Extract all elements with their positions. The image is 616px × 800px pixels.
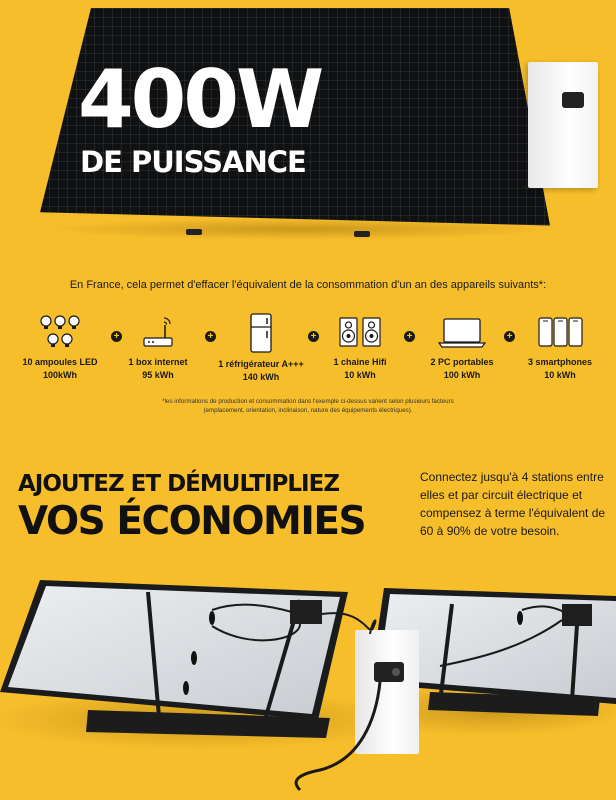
headline-power: 400W: [78, 53, 322, 146]
panel-foot: [186, 229, 202, 235]
solar-stations-image: [0, 570, 616, 800]
appliance-label: 3 smartphones: [527, 357, 593, 367]
panel-foot: [354, 231, 370, 237]
footnote: [60, 397, 556, 415]
appliance-label: 10 ampoules LED: [22, 357, 98, 367]
inverter-box: [528, 62, 598, 188]
appliance-label: 1 réfrigérateur A+++: [218, 359, 304, 369]
plus-icon: +: [111, 331, 122, 342]
section-title-line2: VOS ÉCONOMIES: [18, 499, 366, 544]
appliance-item: [108, 312, 208, 382]
section-title-line1: AJOUTEZ ET DÉMULTIPLIEZ: [18, 471, 340, 497]
appliance-item: [412, 312, 512, 382]
appliance-item: [510, 312, 610, 382]
appliance-value: 100 kWh: [443, 370, 481, 380]
plus-icon: +: [308, 331, 319, 342]
intro-text: En France, cela permet d'effacer l'équivalent de la consommation d'un an des appareils suivants*:: [69, 279, 547, 291]
appliance-value: 10 kWh: [344, 370, 376, 380]
appliance-label: 1 box internet: [128, 357, 188, 367]
router-icon: [138, 312, 178, 352]
light-bulbs-icon: [38, 312, 82, 352]
appliance-label: 2 PC portables: [430, 357, 494, 367]
appliance-item: [211, 312, 311, 384]
plus-icon: +: [205, 331, 216, 342]
headline-subtitle: DE PUISSANCE: [80, 145, 306, 179]
section-description: Connectez jusqu'à 4 stations entre elles et par circuit électrique et compensez à terme l'équivalent de 60 à 90% de votre besoin.: [420, 470, 606, 538]
appliance-value: 95 kWh: [142, 370, 174, 380]
appliance-label: 1 chaine Hifi: [333, 357, 387, 367]
inverter-socket: [562, 92, 584, 108]
appliance-value: 100kWh: [42, 370, 77, 380]
appliance-row: [8, 312, 608, 392]
fridge-icon: [241, 312, 281, 354]
smartphones-icon: [535, 312, 585, 352]
footnote-line: *les informations de production et consommation dans l'exemple ci-dessus varient selon plusieurs facteurs: [162, 398, 454, 405]
appliance-item: [10, 312, 110, 382]
appliance-item: [310, 312, 410, 382]
appliance-value: 10 kWh: [544, 370, 576, 380]
plus-icon: +: [504, 331, 515, 342]
footnote-line: (emplacement, orientation, inclinaison, nature des équipements électriques).: [203, 407, 413, 414]
plus-icon: +: [404, 331, 415, 342]
appliance-value: 140 kWh: [242, 372, 280, 382]
laptop-icon: [437, 312, 487, 352]
speakers-icon: [337, 312, 383, 352]
